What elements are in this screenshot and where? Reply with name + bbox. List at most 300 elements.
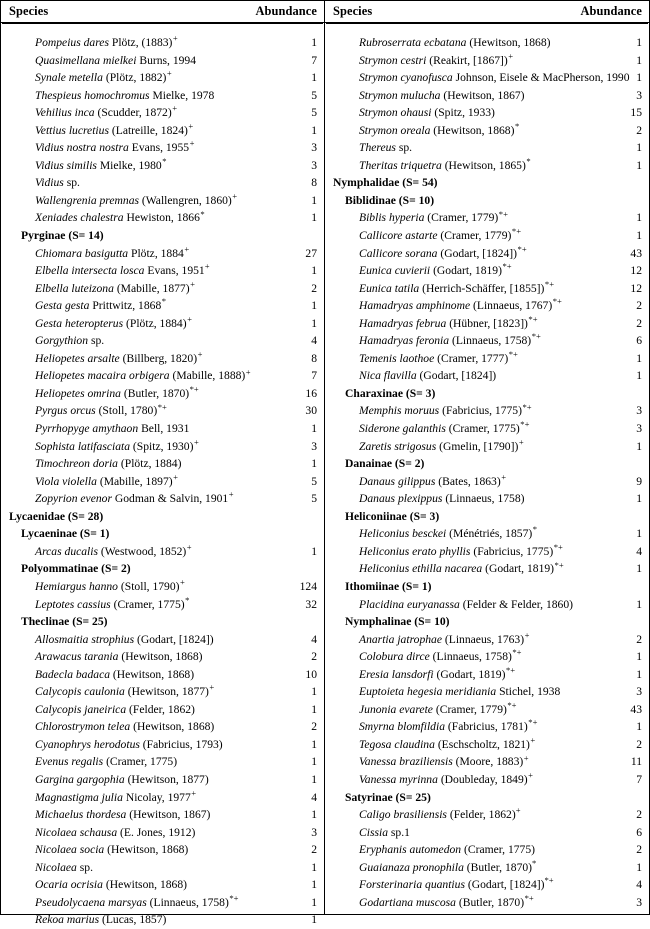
species-name [9,350,305,368]
authority-citation: (Wallengren, 1860) [141,193,232,207]
authority-citation: (Spitz, 1930) [132,439,194,453]
abundance-value: 3 [311,439,317,453]
taxon-label-text: Nymphalinae (S= 10) [345,615,450,629]
taxon-label-text: Heliconiinae (S= 3) [345,509,440,523]
abundance-value: 8 [311,176,317,190]
species-name [333,596,630,614]
authority-citation: (Cramer, 1775) [106,755,178,769]
authority-citation: (Hewitson, 1868) [107,843,189,857]
abundance-value: 1 [636,650,642,664]
abundance-value: 1 [311,685,317,699]
table-row [325,280,649,298]
abundance-value: 2 [636,299,642,313]
table-row [325,490,649,508]
abundance-value: 5 [311,492,317,506]
scientific-name: Theritas triquetra [359,158,442,172]
authority-citation: (Herrich-Schäffer, [1855]) [422,281,545,295]
authority-citation: (Godart, 1819) [433,264,502,278]
authority-citation: (Butler, 1870) [466,860,533,874]
scientific-name: Strymon mulucha [359,88,441,102]
abundance-value: 8 [311,351,317,365]
taxon-group-label [333,508,636,526]
table-row [1,736,324,754]
table-row [325,560,649,578]
authority-citation: (Hewitson, 1867) [129,808,211,822]
taxon-label-text: Lycaeninae (S= 1) [21,527,110,541]
authority-citation: (Hewitson, 1877) [127,685,209,699]
authority-citation: Mielke, 1978 [152,88,215,102]
authority-citation: (Butler, 1870) [123,386,190,400]
scientific-name: Synale metella [35,71,103,85]
table-row [325,402,649,420]
taxon-group-label [333,789,636,807]
scientific-name: Gorgythion [35,334,89,348]
occurrence-marker: *+ [498,208,508,219]
species-name [333,227,630,245]
occurrence-marker: * [200,208,205,219]
table-row [1,139,324,157]
abundance-value: 3 [636,422,642,436]
taxon-heading-row [325,455,649,473]
header-species-label: Species [9,4,49,18]
table-row [325,69,649,87]
right-column-body [325,23,649,914]
occurrence-marker: * [161,296,167,307]
species-name [333,683,630,701]
occurrence-marker: *+ [520,419,530,430]
scientific-name: Heliopetes arsalte [35,351,120,365]
occurrence-marker: * [162,155,167,166]
column-header-left [1,1,324,23]
table-row [1,789,324,807]
authority-citation: (Linnaeus, 1758) [445,492,525,506]
authority-citation: (Hübner, [1823]) [449,316,528,330]
taxon-heading-row [1,560,324,578]
occurrence-marker: *+ [531,331,541,342]
species-name [333,543,630,561]
occurrence-marker: *+ [554,559,564,570]
table-row [1,69,324,87]
authority-citation: (Mabille, 1888) [172,369,246,383]
occurrence-marker: *+ [507,699,517,710]
scientific-name: Smyrna blomfildia [359,720,445,734]
table-row [1,753,324,771]
table-row [325,420,649,438]
table-row [325,718,649,736]
authority-citation: Evans, 1951 [147,264,205,278]
table-row [325,841,649,859]
abundance-value: 4 [311,632,317,646]
table-row [1,455,324,473]
abundance-value: 1 [311,702,317,716]
species-name [333,753,625,771]
table-row [325,631,649,649]
species-name [333,841,630,859]
occurrence-marker: *+ [544,278,555,289]
abundance-value: 4 [311,790,317,804]
table-row [1,806,324,824]
scientific-name: Timochreon doria [35,457,118,471]
species-name [333,490,630,508]
scientific-name: Caligo brasiliensis [359,808,447,822]
species-name [9,174,305,192]
taxon-group-label [9,508,311,526]
scientific-name: Viola violella [35,474,97,488]
taxon-label-text: Pyrginae (S= 14) [21,229,104,243]
authority-citation: (Hewitson, 1865) [444,158,526,172]
abundance-value: 3 [636,404,642,418]
table-row [1,859,324,877]
species-name [9,859,305,877]
taxon-group-label [9,613,311,631]
table-row [325,52,649,70]
abundance-value: 12 [630,281,642,295]
scientific-name: Vehilius inca [35,106,95,120]
authority-citation: sp. [79,860,93,874]
authority-citation: (Stoll, 1790) [120,579,180,593]
authority-citation: (Mabille, 1877) [116,281,190,295]
abundance-value: 3 [636,685,642,699]
authority-citation: Plötz, 1884 [131,246,184,260]
species-name [9,245,299,263]
occurrence-marker: *+ [505,664,516,675]
occurrence-marker: + [530,735,536,746]
scientific-name: Gargina gargophia [35,772,125,786]
authority-citation: Evans, 1955 [131,141,190,155]
authority-citation: (Billberg, 1820) [122,351,198,365]
table-row [1,280,324,298]
abundance-value: 2 [636,316,642,330]
authority-citation: Godman & Salvin, 1901 [114,492,229,506]
abundance-value: 6 [636,334,642,348]
authority-citation: (Bates, 1863) [438,474,501,488]
abundance-value: 1 [311,299,317,313]
table-row [1,648,324,666]
abundance-value: 4 [636,544,642,558]
taxon-group-label [333,174,636,192]
species-name [333,525,630,543]
authority-citation: (Godart, 1819) [436,667,506,681]
authority-citation: (Felder & Felder, 1860) [462,597,573,611]
table-row [325,87,649,105]
table-row [1,718,324,736]
occurrence-marker: + [515,805,521,816]
taxon-heading-row [325,508,649,526]
abundance-value: 1 [311,755,317,769]
occurrence-marker: + [524,629,530,640]
table-row [1,631,324,649]
species-name [9,648,305,666]
abundance-value: 11 [630,755,642,769]
species-name [9,578,294,596]
authority-citation: (Felder, 1862) [129,702,195,716]
occurrence-marker: + [508,50,514,61]
table-row [325,297,649,315]
abundance-value: 1 [311,36,317,49]
authority-citation: (Hewitson, 1867) [443,88,525,102]
abundance-value: 5 [311,474,317,488]
species-name [9,683,305,701]
table-row [1,122,324,140]
table-row [325,315,649,333]
occurrence-marker: * [514,120,520,131]
species-name [333,631,630,649]
abundance-value: 3 [636,895,642,909]
scientific-name: Heliopetes omrina [35,386,121,400]
table-row [1,315,324,333]
scientific-name: Zaretis strigosus [359,439,437,453]
table-row [325,806,649,824]
taxon-group-label [9,560,311,578]
occurrence-marker: + [209,682,215,693]
abundance-value: 4 [311,334,317,348]
abundance-value: 1 [311,808,317,822]
scientific-name: Zopyrion evenor [35,492,112,506]
occurrence-marker: + [187,313,192,324]
species-name [333,771,630,789]
abundance-value: 4 [636,878,642,892]
scientific-name: Strymon ohausi [359,106,432,120]
authority-citation: sp.1 [390,825,410,839]
table-row [325,525,649,543]
abundance-value: 27 [305,246,317,260]
species-name [333,736,630,754]
authority-citation: (Hewitson, 1877) [127,772,209,786]
table-row [325,736,649,754]
taxon-heading-row [1,525,324,543]
abundance-value: 2 [636,808,642,822]
species-name [333,209,630,227]
taxon-label-text: Polyommatinae (S= 2) [21,562,131,576]
occurrence-marker: + [228,489,234,500]
scientific-name: Rubroserrata ecbatana [359,36,467,49]
authority-citation: (Godart, [1824]) [467,878,545,892]
abundance-value: 5 [311,106,317,120]
species-name [9,262,305,280]
occurrence-marker: *+ [552,296,562,307]
table-row [325,876,649,894]
abundance-value: 1 [636,53,642,67]
species-name [333,87,630,105]
species-name [9,490,305,508]
scientific-name: Hamadryas amphinome [359,299,471,313]
scientific-name: Thereus [359,141,396,155]
authority-citation: (Reakirt, [1867]) [429,53,508,67]
scientific-name: Pyrgus orcus [35,404,96,418]
table-row [325,543,649,561]
authority-citation: (Godart, 1819) [485,562,555,576]
table-row [1,578,324,596]
table-row [1,385,324,403]
table-row [1,174,324,192]
species-name [9,438,305,456]
authority-citation: (Ménétriés, 1857) [449,527,533,541]
table-row [325,367,649,385]
taxon-heading-row [1,227,324,245]
authority-citation: (Fabricius, 1781) [447,720,528,734]
species-name [9,34,305,52]
authority-citation: (Hewitson, 1868) [433,123,515,137]
scientific-name: Nicolaea socia [35,843,105,857]
abundance-value: 1 [311,878,317,892]
scientific-name: Placidina euryanassa [359,597,460,611]
abundance-value: 7 [311,369,317,383]
occurrence-marker: + [501,471,507,482]
table-row [1,332,324,350]
species-name [333,473,630,491]
occurrence-marker: * [185,594,190,605]
occurrence-marker: *+ [157,401,167,412]
scientific-name: Strymon cyanofusca [359,71,453,85]
abundance-value: 2 [636,843,642,857]
scientific-name: Cissia [359,825,388,839]
occurrence-marker: + [190,278,195,289]
species-name [9,209,305,227]
taxon-heading-row [325,192,649,210]
taxon-heading-row [325,578,649,596]
table-row [1,367,324,385]
table-row [325,894,649,912]
abundance-value: 124 [299,579,317,593]
table-row [1,438,324,456]
table-row [1,157,324,175]
abundance-value: 1 [311,71,317,85]
abundance-value: 32 [305,597,317,611]
species-name [333,367,630,385]
species-name [9,718,305,736]
abundance-value: 1 [636,36,642,49]
table-row [325,262,649,280]
species-name [333,157,630,175]
scientific-name: Memphis moruus [359,404,440,418]
abundance-value: 1 [636,720,642,734]
species-name [333,139,630,157]
taxon-group-label [333,385,636,403]
authority-citation: (Scudder, 1872) [97,106,172,120]
abundance-value: 1 [311,895,317,909]
authority-citation: (Linnaeus, 1767) [473,299,553,313]
occurrence-marker: *+ [522,401,532,412]
table-row [325,139,649,157]
table-row [1,543,324,561]
scientific-name: Tegosa claudina [359,737,435,751]
scientific-name: Nica flavilla [359,369,417,383]
occurrence-marker: * [532,857,537,868]
abundance-value: 7 [311,53,317,67]
species-name [9,789,305,807]
scientific-name: Siderone galanthis [359,422,446,436]
table-row [325,701,649,719]
taxon-label-text: Theclinae (S= 25) [21,615,108,629]
species-name [333,648,630,666]
occurrence-marker: *+ [502,261,512,272]
occurrence-marker: + [191,787,197,798]
scientific-name: Anartia jatrophae [359,632,442,646]
taxon-heading-row [325,385,649,403]
scientific-name: Chlorostrymon telea [35,720,131,734]
occurrence-marker: *+ [528,717,538,728]
species-name [333,69,630,87]
scientific-name: Xeniades chalestra [35,211,124,225]
scientific-name: Temenis laothoe [359,351,435,365]
authority-citation: (Eschscholtz, 1821) [437,737,530,751]
occurrence-marker: + [172,33,178,44]
species-name [333,262,624,280]
authority-citation: (Godart, [1824]) [419,369,497,383]
table-row [325,104,649,122]
occurrence-marker: *+ [553,542,563,552]
species-name [333,52,630,70]
occurrence-marker: + [173,471,178,482]
abundance-value: 1 [636,562,642,576]
species-name [333,560,630,578]
table-row [325,753,649,771]
species-name [9,297,305,315]
table-row [1,841,324,859]
abundance-value: 9 [636,474,642,488]
species-name [333,438,630,456]
species-name [9,911,305,929]
species-name [9,69,305,87]
scientific-name: Rekoa marius [35,913,100,927]
table-row [1,297,324,315]
authority-citation: (Spitz, 1933) [434,106,495,120]
scientific-name: Calycopis janeirica [35,702,127,716]
species-name [9,543,305,561]
abundance-value: 15 [630,106,642,120]
species-name [333,315,630,333]
abundance-value: 1 [311,544,317,558]
abundance-value: 1 [311,422,317,436]
header-species-label: Species [333,4,373,18]
scientific-name: Allosmaitia strophius [35,632,135,646]
table-row [1,876,324,894]
table-row [1,34,324,52]
table-row [325,648,649,666]
taxon-group-label [333,613,636,631]
scientific-name: Eunica tatila [359,281,420,295]
table-row [325,771,649,789]
taxon-heading-row [325,613,649,631]
scientific-name: Vanessa myrinna [359,772,438,786]
authority-citation: (Cramer, 1779) [427,211,499,225]
occurrence-marker: + [528,770,533,781]
occurrence-marker: + [523,752,529,763]
table-row [1,824,324,842]
species-name [9,771,305,789]
authority-citation: (Plötz, 1884) [120,457,182,471]
scientific-name: Pyrrhopyge amythaon [35,422,139,436]
table-row [325,34,649,52]
species-name [9,192,305,210]
table-row [1,771,324,789]
species-name [333,350,630,368]
scientific-name: Nicolaea [35,860,77,874]
species-name [333,245,624,263]
species-name [9,420,305,438]
authority-citation: (Mabille, 1897) [99,474,173,488]
authority-citation: (Fabricius, 1775) [442,404,522,418]
authority-citation: Plötz, (1883) [111,36,173,49]
table-row [1,104,324,122]
taxon-heading-row [1,613,324,631]
scientific-name: Ocaria ocrisia [35,878,103,892]
authority-citation: (Doubleday, 1849) [440,772,528,786]
scientific-name: Biblis hyperia [359,211,425,225]
table-row [325,332,649,350]
scientific-name: Hemiargus hanno [35,579,118,593]
species-name [333,666,630,684]
